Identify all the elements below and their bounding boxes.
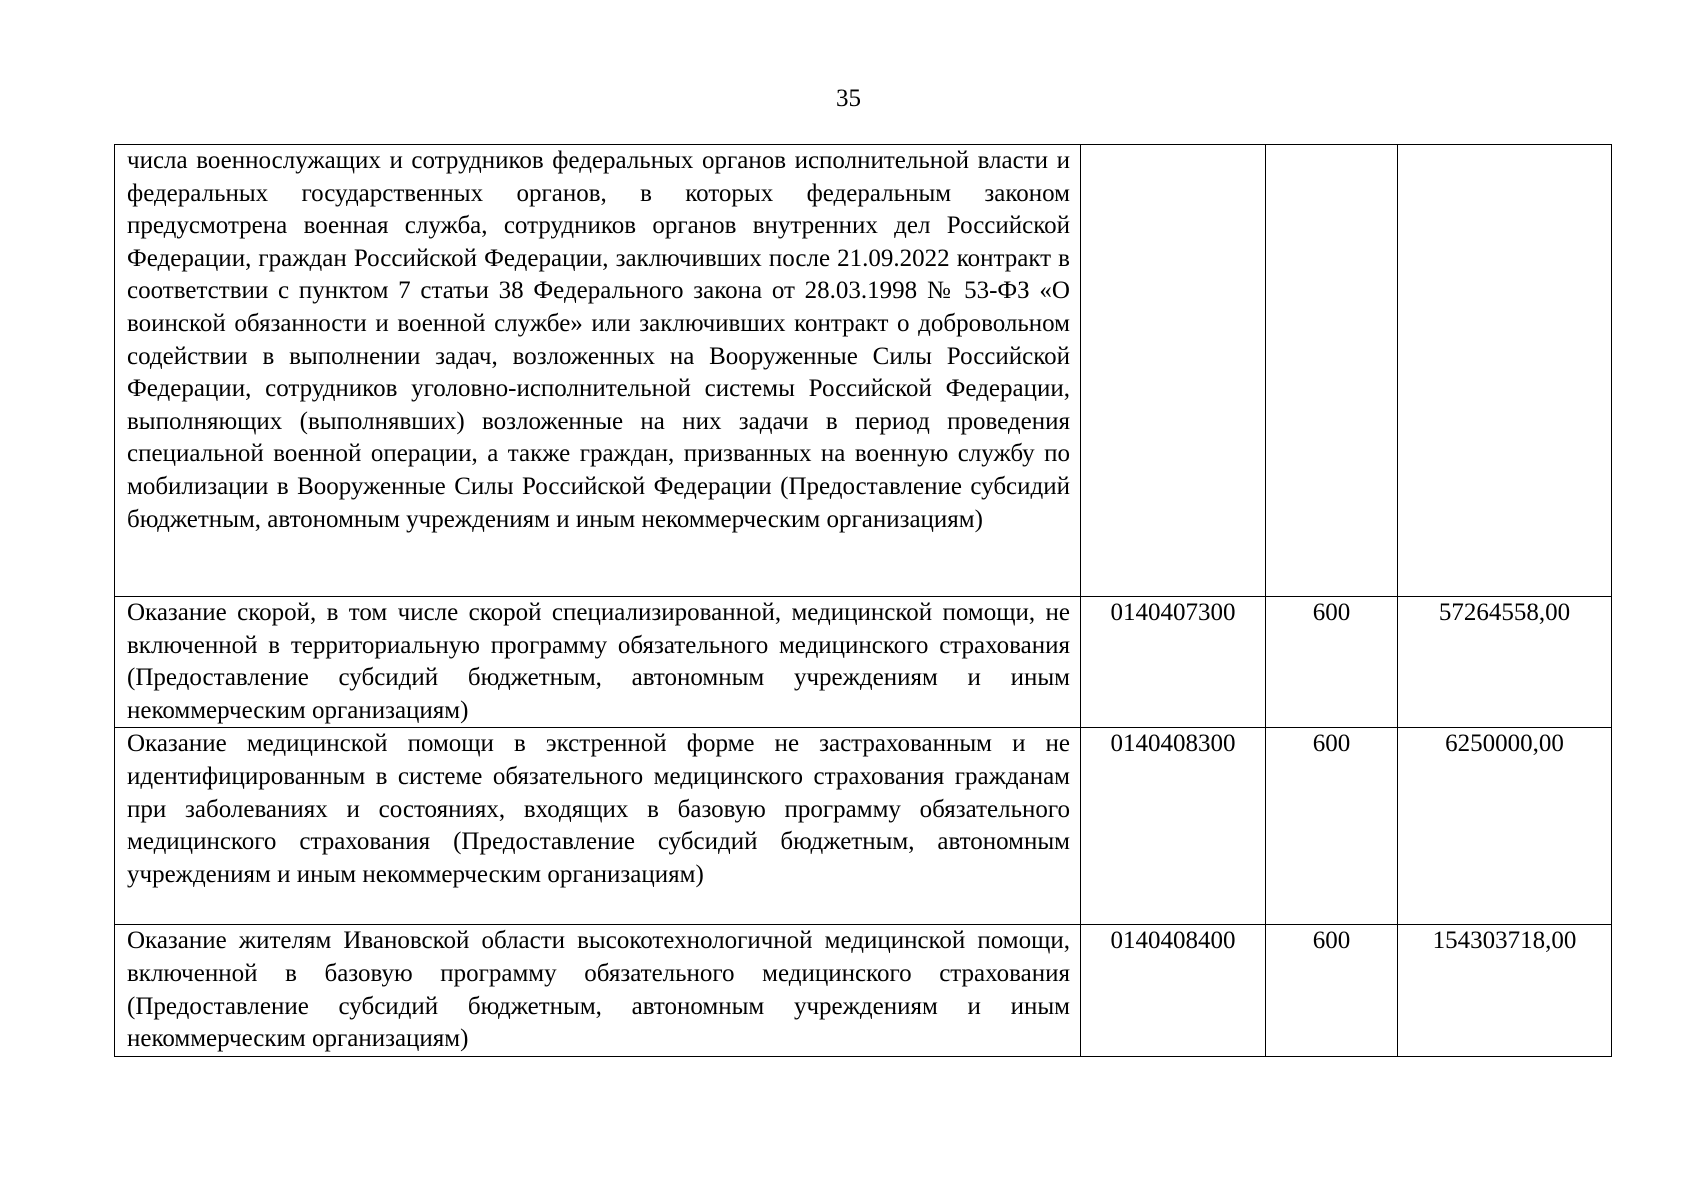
row-target-code: 0140408400 [1081, 925, 1266, 1056]
row-expense-kind [1266, 145, 1398, 597]
table-row [115, 925, 1612, 1056]
table-row [115, 728, 1612, 925]
row-expense-kind: 600 [1266, 925, 1398, 1056]
row-expense-kind: 600 [1266, 728, 1398, 925]
page-number: 35 [836, 85, 861, 112]
table-row [115, 597, 1612, 728]
row-amount: 57264558,00 [1398, 597, 1612, 728]
budget-table [114, 144, 1612, 1057]
table-row [115, 145, 1612, 597]
row-amount [1398, 145, 1612, 597]
row-expense-kind: 600 [1266, 597, 1398, 728]
row-target-code: 0140408300 [1081, 728, 1266, 925]
row-target-code: 0140407300 [1081, 597, 1266, 728]
row-description: числа военнослужащих и сотрудников федеральных органов исполнительной власти и федеральных государственных органов, в которых федеральным законом предусмотрена военная служба, сотрудников органов внутренних дел Российской Федерации, граждан Российской Федерации, заключивших после 21.09.2022 контракт в соответствии с пунктом 7 статьи 38 Федерального закона от 28.03.1998 № 53-ФЗ «О воинской обязанности и военной службе» или заключивших контракт о добровольном содействии в выполнении задач, возложенных на Вооруженные Силы Российской Федерации, сотрудников уголовно-исполнительной системы Российской Федерации, выполняющих (выполнявших) возложенные на них задачи в период проведения специальной военной операции, а также граждан, призванных на военную службу по мобилизации в Вооруженные Силы Российской Федерации (Предоставление субсидий бюджетным, автономным учреждениям и иным некоммерческим организациям) [115, 145, 1081, 597]
row-description: Оказание медицинской помощи в экстренной форме не застрахованным и не идентифицированным в системе обязательного медицинского страхования гражданам при заболеваниях и состояниях, входящих в базовую программу обязательного медицинского страхования (Предоставление субсидий бюджетным, автономным учреждениям и иным некоммерческим организациям) [115, 728, 1081, 925]
row-description: Оказание жителям Ивановской области высокотехнологичной медицинской помощи, включенной в базовую программу обязательного медицинского страхования (Предоставление субсидий бюджетным, автономным учреждениям и иным некоммерческим организациям) [115, 925, 1081, 1056]
row-amount: 154303718,00 [1398, 925, 1612, 1056]
row-target-code [1081, 145, 1266, 597]
row-amount: 6250000,00 [1398, 728, 1612, 925]
row-description: Оказание скорой, в том числе скорой специализированной, медицинской помощи, не включенной в территориальную программу обязательного медицинского страхования (Предоставление субсидий бюджетным, автономным учреждениям и иным некоммерческим организациям) [115, 597, 1081, 728]
